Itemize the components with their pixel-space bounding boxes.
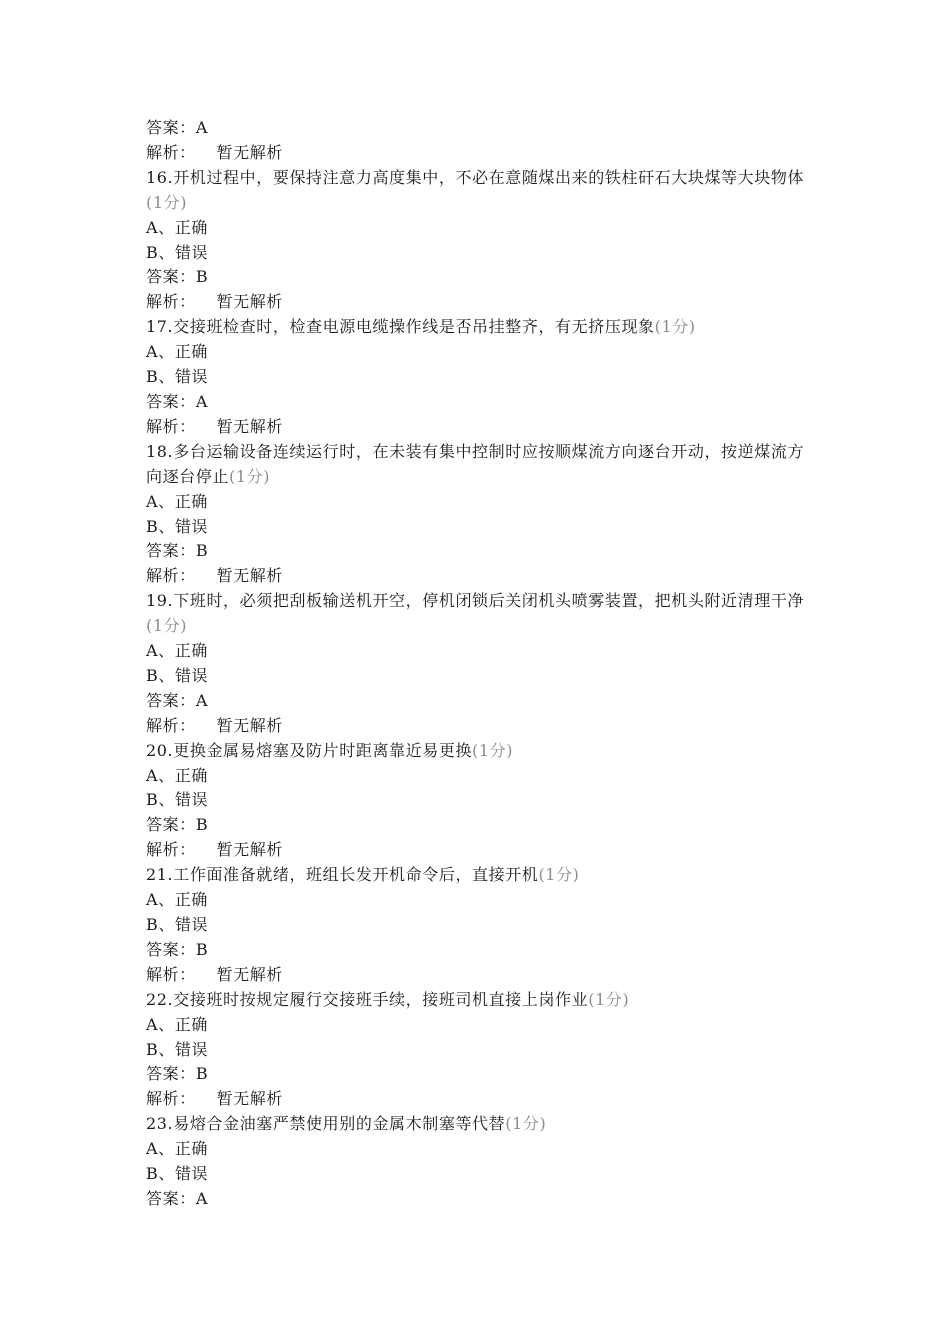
analysis-value: 暂无解析 (216, 840, 284, 860)
option-a[interactable]: A、正确 (146, 890, 208, 910)
question-score: (1分) (229, 466, 271, 486)
analysis-value: 暂无解析 (216, 1089, 284, 1109)
option-a[interactable]: A、正确 (146, 217, 208, 237)
question-stem: 16.开机过程中，要保持注意力高度集中，不必在意随煤出来的铁柱矸石大块煤等大块物体 (146, 167, 805, 187)
question-stem: 17.交接班检查时，检查电源电缆操作线是否吊挂整齐，有无挤压现象 (146, 317, 655, 337)
answer-value: B (195, 1064, 209, 1084)
answer-label: 答案： (146, 939, 196, 959)
option-b[interactable]: B、错误 (146, 242, 209, 262)
answer-value: A (195, 391, 208, 411)
question-item (146, 1112, 816, 1212)
question-stem: 20.更换金属易熔塞及防片时距离靠近易更换 (146, 740, 473, 760)
analysis-line (146, 1087, 816, 1112)
answer-line (146, 1062, 816, 1087)
answer-label: 答案： (146, 1064, 196, 1084)
question-stem: 23.易熔合金油塞严禁使用别的金属木制塞等代替 (146, 1114, 506, 1134)
analysis-label: 解析： (146, 715, 196, 735)
document-page (146, 116, 816, 1212)
question-text (146, 863, 816, 888)
option-b[interactable]: B、错误 (146, 915, 209, 934)
answer-line (146, 265, 816, 290)
analysis-line (146, 564, 816, 589)
question-text (146, 440, 816, 490)
question-item (146, 739, 816, 864)
analysis-line (146, 714, 816, 739)
option-a[interactable]: A、正确 (146, 1014, 208, 1034)
question-text (146, 739, 816, 764)
question-item (146, 863, 816, 988)
option-b[interactable]: B、错误 (146, 516, 209, 536)
option-a[interactable]: A、正确 (146, 1139, 208, 1159)
question-text (146, 589, 816, 639)
answer-line (146, 116, 816, 141)
question-score: (1分) (588, 989, 630, 1009)
answer-line (146, 1187, 816, 1212)
answer-value: A (195, 690, 208, 710)
answer-label: 答案： (146, 815, 196, 835)
analysis-value: 暂无解析 (216, 416, 284, 436)
question-item (146, 315, 816, 440)
option-b[interactable]: B、错误 (146, 665, 209, 685)
analysis-value: 暂无解析 (216, 292, 284, 312)
analysis-line (146, 838, 816, 863)
question-score: (1分) (654, 317, 696, 337)
question-stem: 18.多台运输设备连续运行时，在未装有集中控制时应按顺煤流方向逐台开动，按逆煤流方向逐台停止 (146, 441, 805, 486)
option-b[interactable]: B、错误 (146, 1039, 209, 1059)
answer-value: A (195, 1188, 208, 1208)
analysis-line (146, 963, 816, 988)
analysis-label: 解析： (146, 1089, 196, 1109)
question-score: (1分) (538, 865, 580, 885)
answer-label: 答案： (146, 690, 196, 710)
answer-label: 答案： (146, 391, 196, 411)
question-item (146, 988, 816, 1113)
analysis-line (146, 415, 816, 440)
option-b[interactable]: B、错误 (146, 367, 209, 387)
answer-label: 答案： (146, 118, 196, 137)
analysis-label: 解析： (146, 292, 196, 312)
answer-value: B (195, 541, 209, 561)
option-a[interactable]: A、正确 (146, 641, 208, 661)
answer-label: 答案： (146, 541, 196, 561)
option-a[interactable]: A、正确 (146, 342, 208, 362)
analysis-label: 解析： (146, 964, 196, 984)
answer-line (146, 390, 816, 415)
option-a[interactable]: A、正确 (146, 491, 208, 511)
analysis-line (146, 290, 816, 315)
question-list (146, 166, 816, 1212)
question-text (146, 1112, 816, 1137)
question-stem: 21.工作面准备就绪，班组长发开机命令后，直接开机 (146, 865, 539, 885)
answer-value: A (195, 118, 208, 137)
option-b[interactable]: B、错误 (146, 790, 209, 810)
answer-value: B (195, 939, 209, 959)
question-stem: 19.下班时，必须把刮板输送机开空，停机闭锁后关闭机头喷雾装置，把机头附近清理干净 (146, 591, 805, 611)
answer-value: B (195, 815, 209, 835)
answer-line (146, 938, 816, 963)
question-item (146, 440, 816, 589)
analysis-label: 解析： (146, 142, 196, 162)
question-score: (1分) (472, 740, 514, 760)
question-text (146, 315, 816, 340)
question-stem: 22.交接班时按规定履行交接班手续，接班司机直接上岗作业 (146, 989, 589, 1009)
question-text (146, 988, 816, 1013)
analysis-value: 暂无解析 (216, 964, 284, 984)
answer-line (146, 689, 816, 714)
question-text (146, 166, 816, 216)
answer-line (146, 813, 816, 838)
option-b[interactable]: B、错误 (146, 1164, 209, 1184)
question-item (146, 166, 816, 315)
option-a[interactable]: A、正确 (146, 765, 208, 785)
analysis-label: 解析： (146, 566, 196, 586)
analysis-value: 暂无解析 (216, 566, 284, 586)
analysis-value: 暂无解析 (216, 142, 284, 162)
answer-label: 答案： (146, 267, 196, 287)
question-score: (1分) (146, 616, 188, 636)
analysis-label: 解析： (146, 840, 196, 860)
question-score: (1分) (146, 192, 188, 212)
analysis-label: 解析： (146, 416, 196, 436)
analysis-line (146, 141, 816, 166)
analysis-value: 暂无解析 (216, 715, 284, 735)
question-score: (1分) (505, 1114, 547, 1134)
question-item (146, 589, 816, 738)
answer-value: B (195, 267, 209, 287)
answer-label: 答案： (146, 1188, 196, 1208)
answer-line (146, 539, 816, 564)
